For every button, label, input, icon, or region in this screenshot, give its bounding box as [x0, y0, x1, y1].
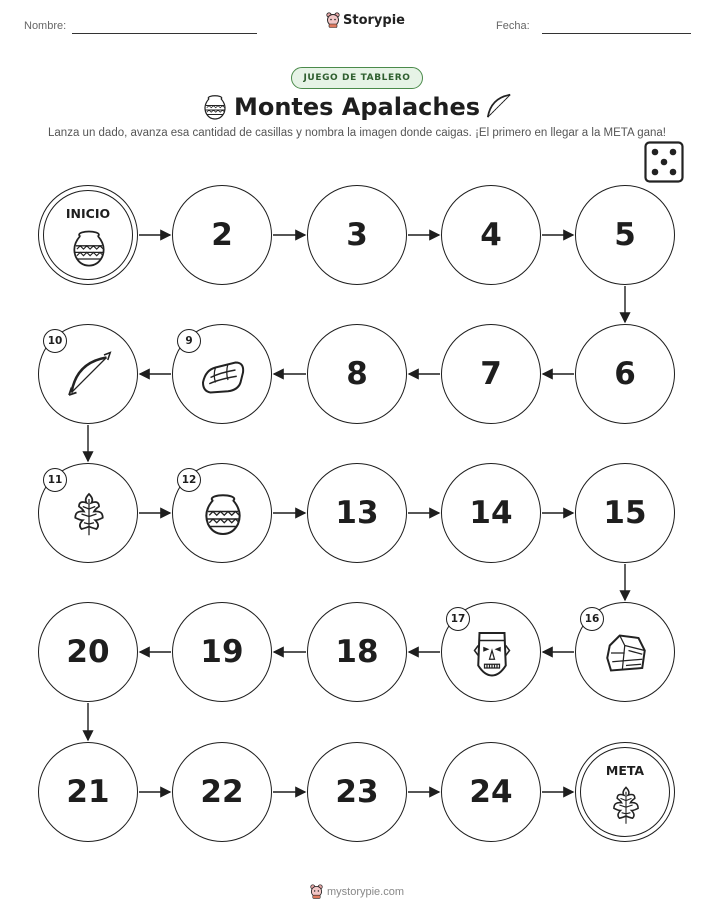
space-number-badge: 12 [177, 468, 201, 492]
board-space [172, 742, 272, 842]
board-space [307, 324, 407, 424]
instructions-text: Lanza un dado, avanza esa cantidad de casillas y nombra la imagen donde caigas. ¡El primero en llegar a la META gana! [48, 127, 666, 139]
mask-icon [467, 628, 517, 678]
space-number: 13 [335, 495, 379, 531]
page-title: Montes Apalaches [233, 93, 481, 121]
space-number-badge: 17 [446, 607, 470, 631]
board-space [441, 742, 541, 842]
space-number: 6 [614, 356, 636, 392]
footer-url: mystorypie.com [326, 885, 405, 898]
date-label: Fecha: [496, 20, 530, 32]
board-space [441, 463, 541, 563]
space-number: 5 [614, 217, 636, 253]
oak-leaf-icon [64, 489, 114, 539]
space-number-badge: 11 [43, 468, 67, 492]
brand-name: Storypie [343, 12, 405, 28]
storypie-bear-icon [310, 884, 323, 899]
space-label: INICIO [65, 206, 111, 221]
pot-icon [67, 226, 111, 270]
space-number: 20 [66, 634, 110, 670]
space-number: 4 [480, 217, 502, 253]
space-number: 15 [603, 495, 647, 531]
board-space [307, 742, 407, 842]
rock-icon [601, 628, 651, 678]
bow-icon [64, 350, 114, 400]
board-space [441, 324, 541, 424]
board-space [575, 324, 675, 424]
space-number: 7 [480, 356, 502, 392]
board-space [575, 185, 675, 285]
board-space [441, 185, 541, 285]
space-number-badge: 10 [43, 329, 67, 353]
space-number: 3 [346, 217, 368, 253]
space-label: META [605, 763, 645, 778]
space-number-badge: 9 [177, 329, 201, 353]
name-label: Nombre: [24, 20, 67, 32]
space-number: 21 [66, 774, 110, 810]
space-number-badge: 16 [580, 607, 604, 631]
space-number: 2 [211, 217, 233, 253]
space-number: 23 [335, 774, 379, 810]
space-number: 22 [200, 774, 244, 810]
board-space [38, 602, 138, 702]
board-space [307, 185, 407, 285]
space-number: 24 [469, 774, 513, 810]
board-space [172, 602, 272, 702]
finish-space [575, 742, 675, 842]
board-space [38, 742, 138, 842]
game-type-badge: JUEGO DE TABLERO [291, 67, 423, 89]
footer [0, 884, 714, 899]
space-number: 18 [335, 634, 379, 670]
start-space [38, 185, 138, 285]
board-space [307, 602, 407, 702]
space-number: 19 [200, 634, 244, 670]
pot-icon [198, 489, 248, 539]
space-number: 14 [469, 495, 513, 531]
space-number: 8 [346, 356, 368, 392]
board-space [307, 463, 407, 563]
board-space [172, 185, 272, 285]
board-space [575, 463, 675, 563]
oak-leaf-icon [604, 783, 648, 827]
bread-loaf-icon [198, 350, 248, 400]
